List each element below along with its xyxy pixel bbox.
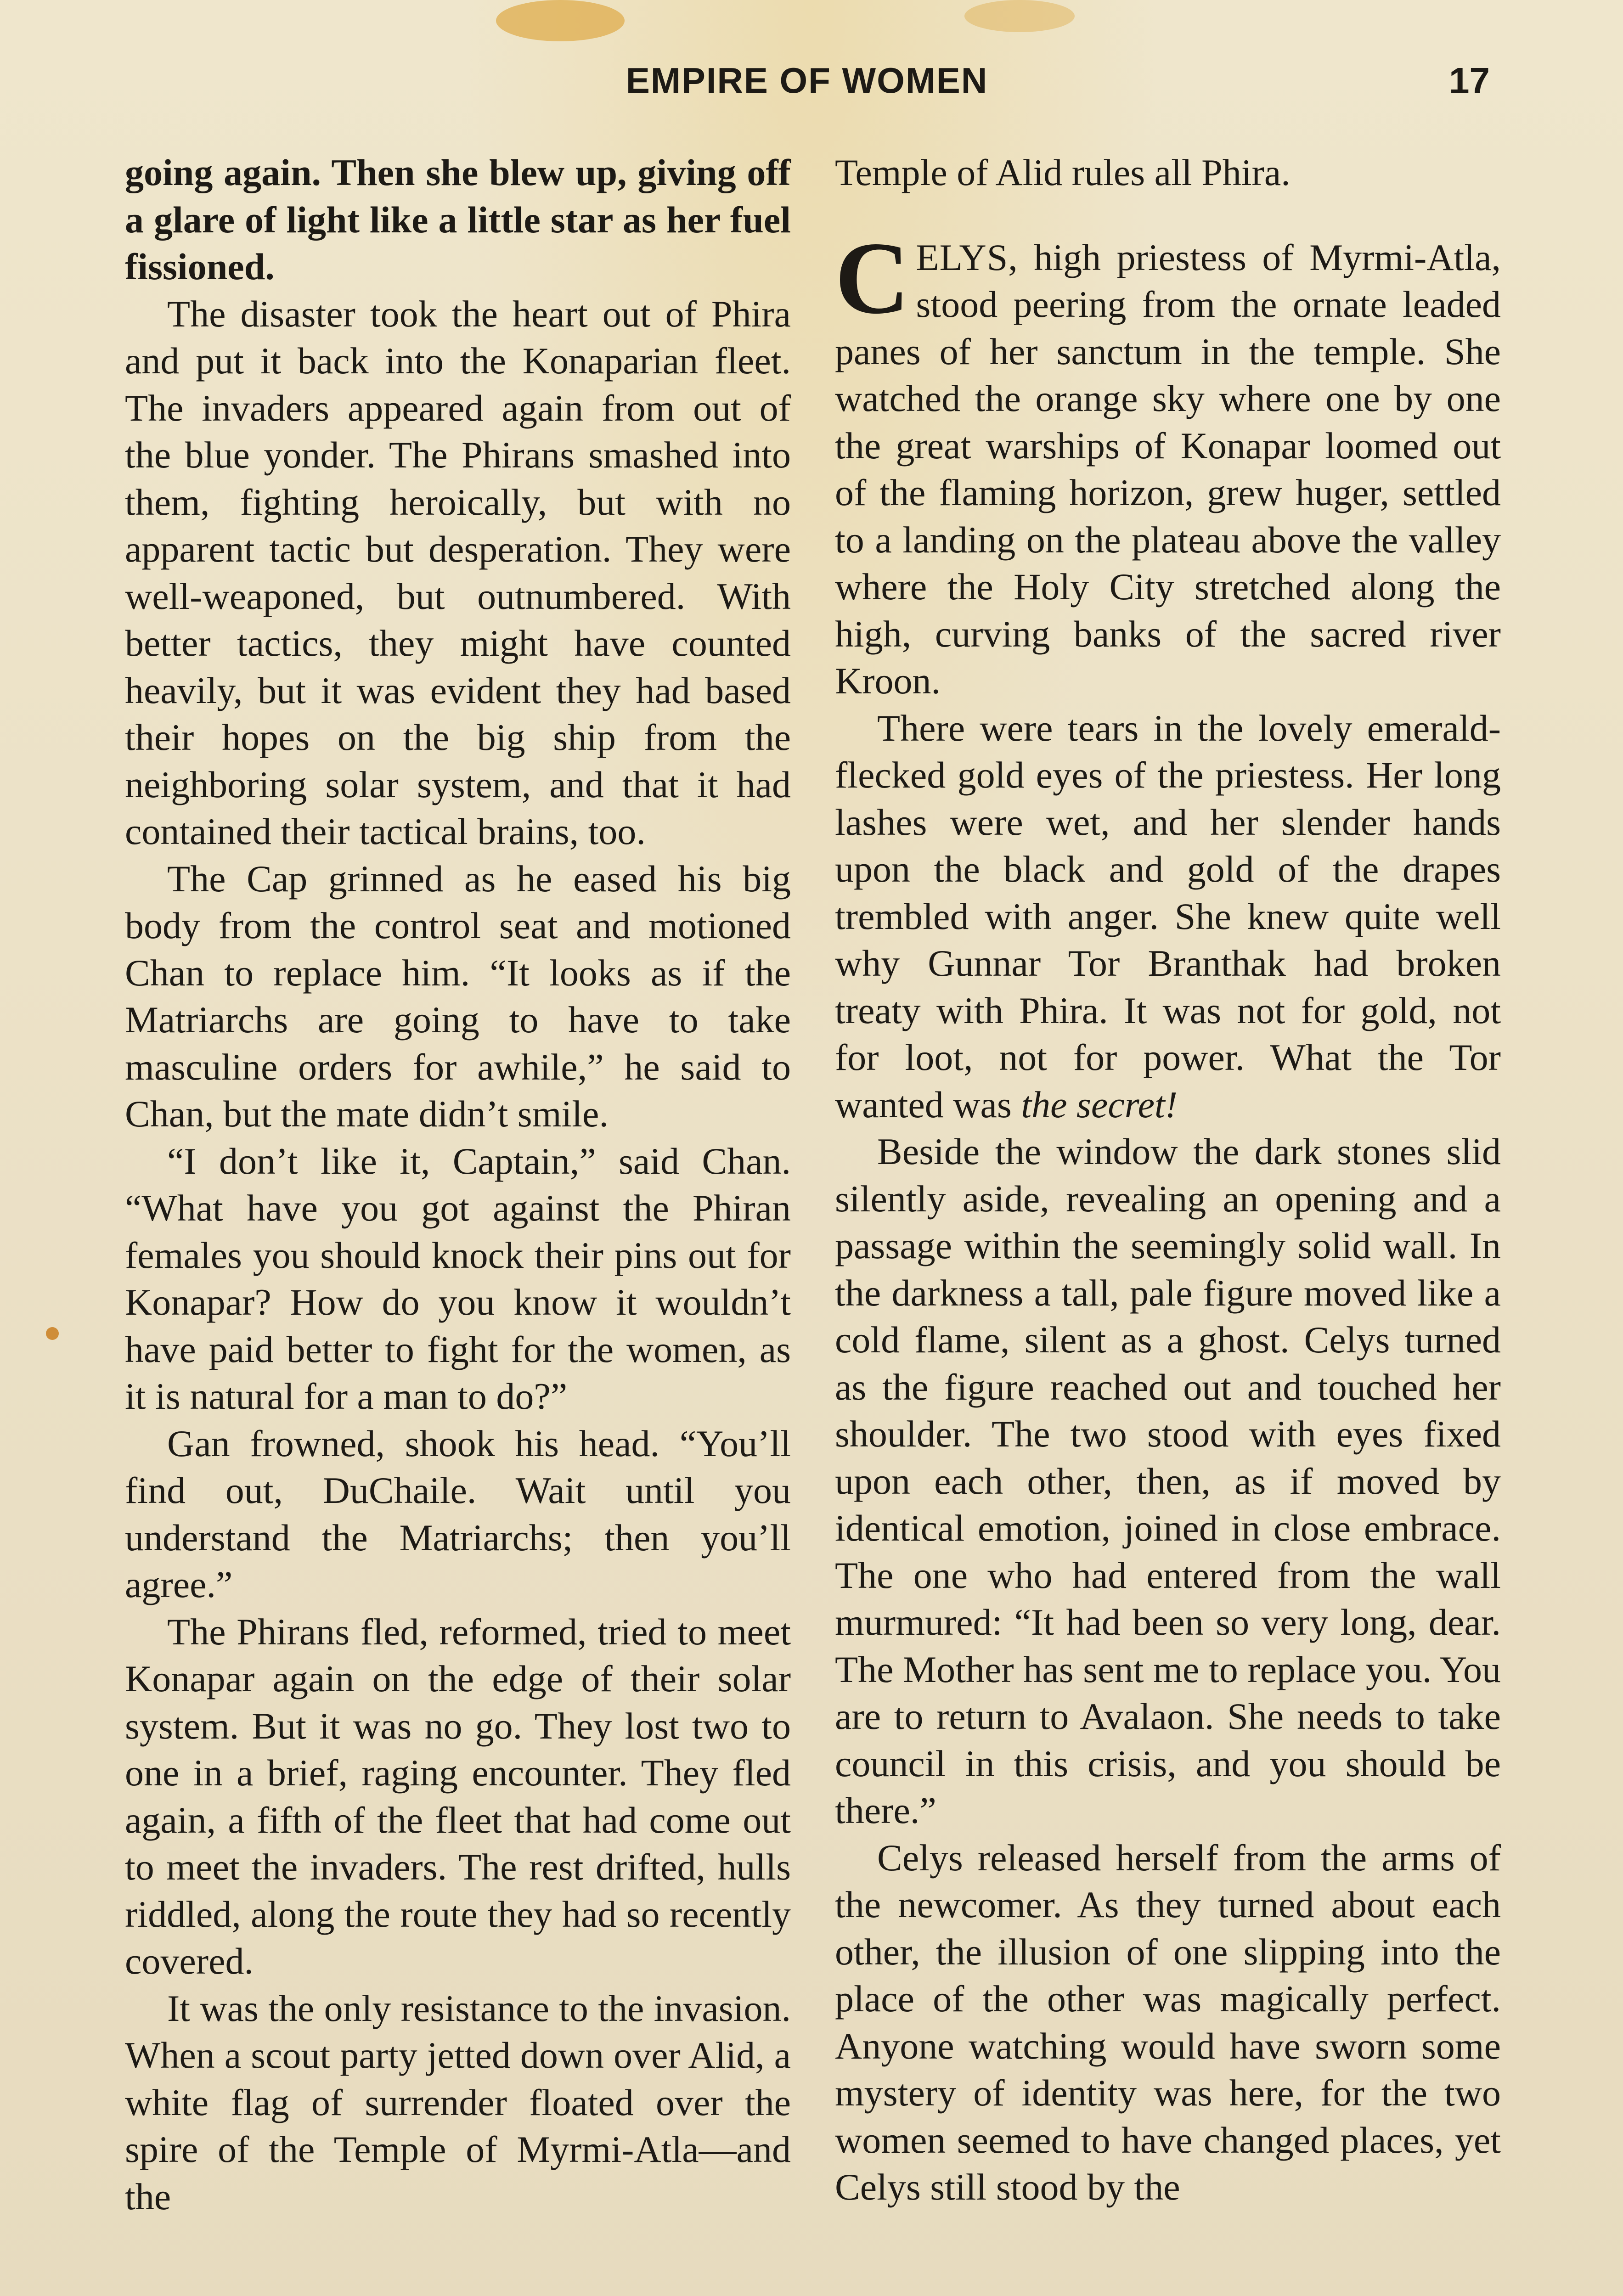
paragraph-text: high priestess of Myrmi-Atla, stood peering from the ornate leaded panes of her sanctum in the temple. She watched the orange sky where one by one the great warships of Konapar loomed out of the flaming horizon, grew huger, settled to a landing on the plateau above the valley where the Holy City stretched along the high, curving banks of the sacred river Kroon. [835, 236, 1501, 702]
drop-cap: C [835, 220, 910, 335]
paragraph: Celys released herself from the arms of the newcomer. As they turned about each other, the illusion of one slipping into the place of the other was magically perfect. Anyone watching would have sworn some mystery of identity was here, for the two women seemed to have changed places, yet Celys still stood by the [835, 1836, 1501, 2208]
paragraph-text: There were tears in the lovely emerald-flecked gold eyes of the priestess. Her long lashes were wet, and her slender hands upon the black and gold of the drapes trembled with anger. She knew quite well why Gunnar Tor Branthak had broken treaty with Phira. It was not for gold, not for loot, not for power. What the Tor wanted was [835, 707, 1501, 1125]
italic-emphasis: the secret! [1021, 1083, 1178, 1125]
paragraph: The Phirans fled, reformed, tried to meet Konapar again on the edge of their solar system. But it was no go. They lost two to one in a brief, raging encounter. They fled again, a fifth of the fleet that had come out to meet the invaders. The rest drifted, hulls riddled, along the route they had so recently covered. [125, 1610, 791, 1982]
section-opening-paragraph [835, 220, 1501, 705]
paragraph: Beside the window the dark stones slid silently aside, revealing an opening and a passage within the seemingly solid wall. In the darkness a tall, pale figure moved like a cold flame, silent as a ghost. Celys turned as the figure reached out and touched her shoulder. The two stood with eyes fixed upon each other, then, as if moved by identical emotion, joined in close embrace. The one who had entered from the wall murmured: “It had been so very long, dear. The Mother has sent me to replace you. You are to return to Avalaon. She needs to take council in this crisis, and you should be there.” [835, 1131, 1501, 1831]
paragraph: The disaster took the heart out of Phira and put it back into the Konaparian fleet. The invaders appeared again from out of the blue yonder. The Phirans smashed into them, fighting heroically, but with no apparent tactic but desperation. They were well-weaponed, but outnumbered. With better tactics, they might have counted heavily, but it was evident they had based their hopes on the big ship from the neighboring solar system, and that it had contained their tactical brains, too. [125, 293, 791, 852]
paragraph: “I don’t like it, Captain,” said Chan. “What have you got against the Phiran females you should knock their pins out for Konapar? How do you know it wouldn’t have paid better to fight for the women, as it is natural for a man to do?” [125, 1140, 791, 1417]
paper-stain [964, 0, 1075, 32]
running-title: EMPIRE OF WOMEN [626, 60, 988, 101]
paragraph: It was the only resistance to the invasion. When a scout party jetted down over Alid, a white flag of surrender floated over the spire of the Temple of Myrmi-Atla—and the [125, 1987, 791, 2217]
paragraph: The Cap grinned as he eased his big body from the control seat and motioned Chan to replace him. “It looks as if the Matriarchs are going to have to take masculine orders for awhile,” he said to Chan, but the mate didn’t smile. [125, 857, 791, 1135]
paper-stain [46, 1327, 59, 1340]
drop-cap-continuation: ELYS, [916, 236, 1018, 278]
paragraph: Temple of Alid rules all Phira. [835, 152, 1291, 193]
paragraph [835, 705, 1501, 1129]
page-number: 17 [1449, 60, 1490, 101]
paper-stain [496, 0, 625, 41]
page-header [124, 60, 1490, 115]
paragraph: Gan frowned, shook his head. “You’ll find out, DuChaile. Wait until you understand the Matriarchs; then you’ll agree.” [125, 1422, 791, 1605]
paragraph: going again. Then she blew up, giving off a glare of light like a little star as her fuel fissioned. [125, 152, 791, 287]
left-column [125, 149, 791, 2220]
right-column [835, 149, 1501, 2211]
